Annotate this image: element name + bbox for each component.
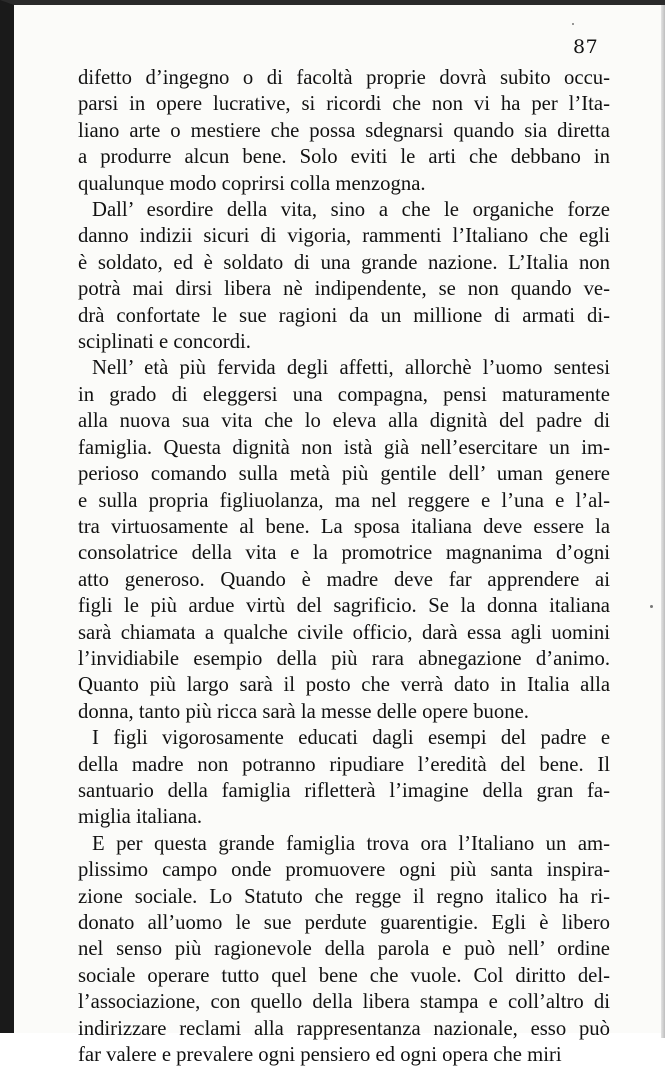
text-line: figli le più ardue virtù del sagrificio. Se la donna italiana <box>78 595 610 618</box>
paragraph <box>78 831 610 1068</box>
ink-speck <box>572 23 574 25</box>
text-line: danno indizii sicuri di vigoria, rammenti l’Italiano che egli <box>78 225 610 248</box>
text-line: e sulla propria figliuolanza, ma nel reggere e l’una e l’al- <box>78 489 610 512</box>
text-line: E per questa grande famiglia trova ora l’Italiano un am- <box>92 832 610 855</box>
text-line: sciplinati e concordi. <box>78 331 251 354</box>
page-edge-shadow <box>661 5 665 1038</box>
text-line: plissimo campo onde promuovere ogni più santa inspira- <box>78 859 610 882</box>
paragraph <box>78 725 610 831</box>
text-line: indirizzare reclami alla rappresentanza nazionale, esso può <box>78 1017 610 1040</box>
page-number: 87 <box>573 36 599 58</box>
paragraph <box>78 65 610 197</box>
text-line: Dall’ esordire della vita, sino a che le organiche forze <box>92 199 610 222</box>
text-line: potrà mai dirsi libera nè indipendente, se non quando ve- <box>78 278 610 301</box>
text-line: in grado di eleggersi una compagna, pensi maturamente <box>78 383 610 406</box>
text-line: a produrre alcun bene. Solo eviti le arti che debbano in <box>78 146 610 169</box>
text-line: qualunque modo coprirsi colla menzogna. <box>78 172 426 195</box>
text-line: famiglia. Questa dignità non istà già nell’esercitare un im- <box>78 436 610 459</box>
text-line: perioso comando sulla metà più gentile dell’ uman genere <box>78 463 610 486</box>
text-line: tra virtuosamente al bene. La sposa italiana deve essere la <box>78 515 610 538</box>
text-line: far valere e prevalere ogni pensiero ed ogni opera che miri <box>78 1044 562 1067</box>
text-line: parsi in opere lucrative, si ricordi che non vi ha per l’Ita- <box>78 93 610 116</box>
text-line: Quanto più largo sarà il posto che verrà dato in Italia alla <box>78 674 610 697</box>
text-line: I figli vigorosamente educati dagli esempi del padre e <box>92 727 610 750</box>
text-line: l’invidiabile esempio della più rara abnegazione d’animo. <box>78 647 610 670</box>
body-text <box>78 65 610 1068</box>
text-line: l’associazione, con quello della libera stampa e coll’altro di <box>78 991 610 1014</box>
text-line: zione sociale. Lo Statuto che regge il regno italico ha ri- <box>78 885 610 908</box>
text-line: sociale operare tutto quel bene che vuole. Col diritto del- <box>78 964 610 987</box>
text-line: santuario della famiglia rifletterà l’imagine della gran fa- <box>78 779 610 802</box>
text-line: donna, tanto più ricca sarà la messe delle opere buone. <box>78 700 529 723</box>
text-line: è soldato, ed è soldato di una grande nazione. L’Italia non <box>78 251 610 274</box>
text-line: atto generoso. Quando è madre deve far apprendere ai <box>78 568 610 591</box>
text-line: difetto d’ingegno o di facoltà proprie dovrà subito occu- <box>78 67 610 89</box>
text-line: sarà chiamata a qualche civile officio, darà essa agli uomini <box>78 621 610 644</box>
text-line: consolatrice della vita e la promotrice magnanima d’ogni <box>78 542 610 565</box>
text-line: nel senso più ragionevole della parola e può nell’ ordine <box>78 938 610 961</box>
paragraph <box>78 355 610 725</box>
text-line: donato all’uomo le sue perdute guarentigie. Egli è libero <box>78 912 610 934</box>
text-line: miglia italiana. <box>78 806 203 829</box>
ink-speck <box>650 605 653 608</box>
text-line: drà confortate le sue ragioni da un millione di armati di- <box>78 304 610 327</box>
text-line: della madre non potranno ripudiare l’eredità del bene. Il <box>78 753 610 776</box>
text-line: alla nuova sua vita che lo eleva alla dignità del padre di <box>78 410 610 433</box>
text-line: liano arte o mestiere che possa sdegnarsi quando sia diretta <box>78 119 610 142</box>
text-line: Nell’ età più fervida degli affetti, allorchè l’uomo sentesi <box>92 357 610 380</box>
paragraph <box>78 197 610 355</box>
